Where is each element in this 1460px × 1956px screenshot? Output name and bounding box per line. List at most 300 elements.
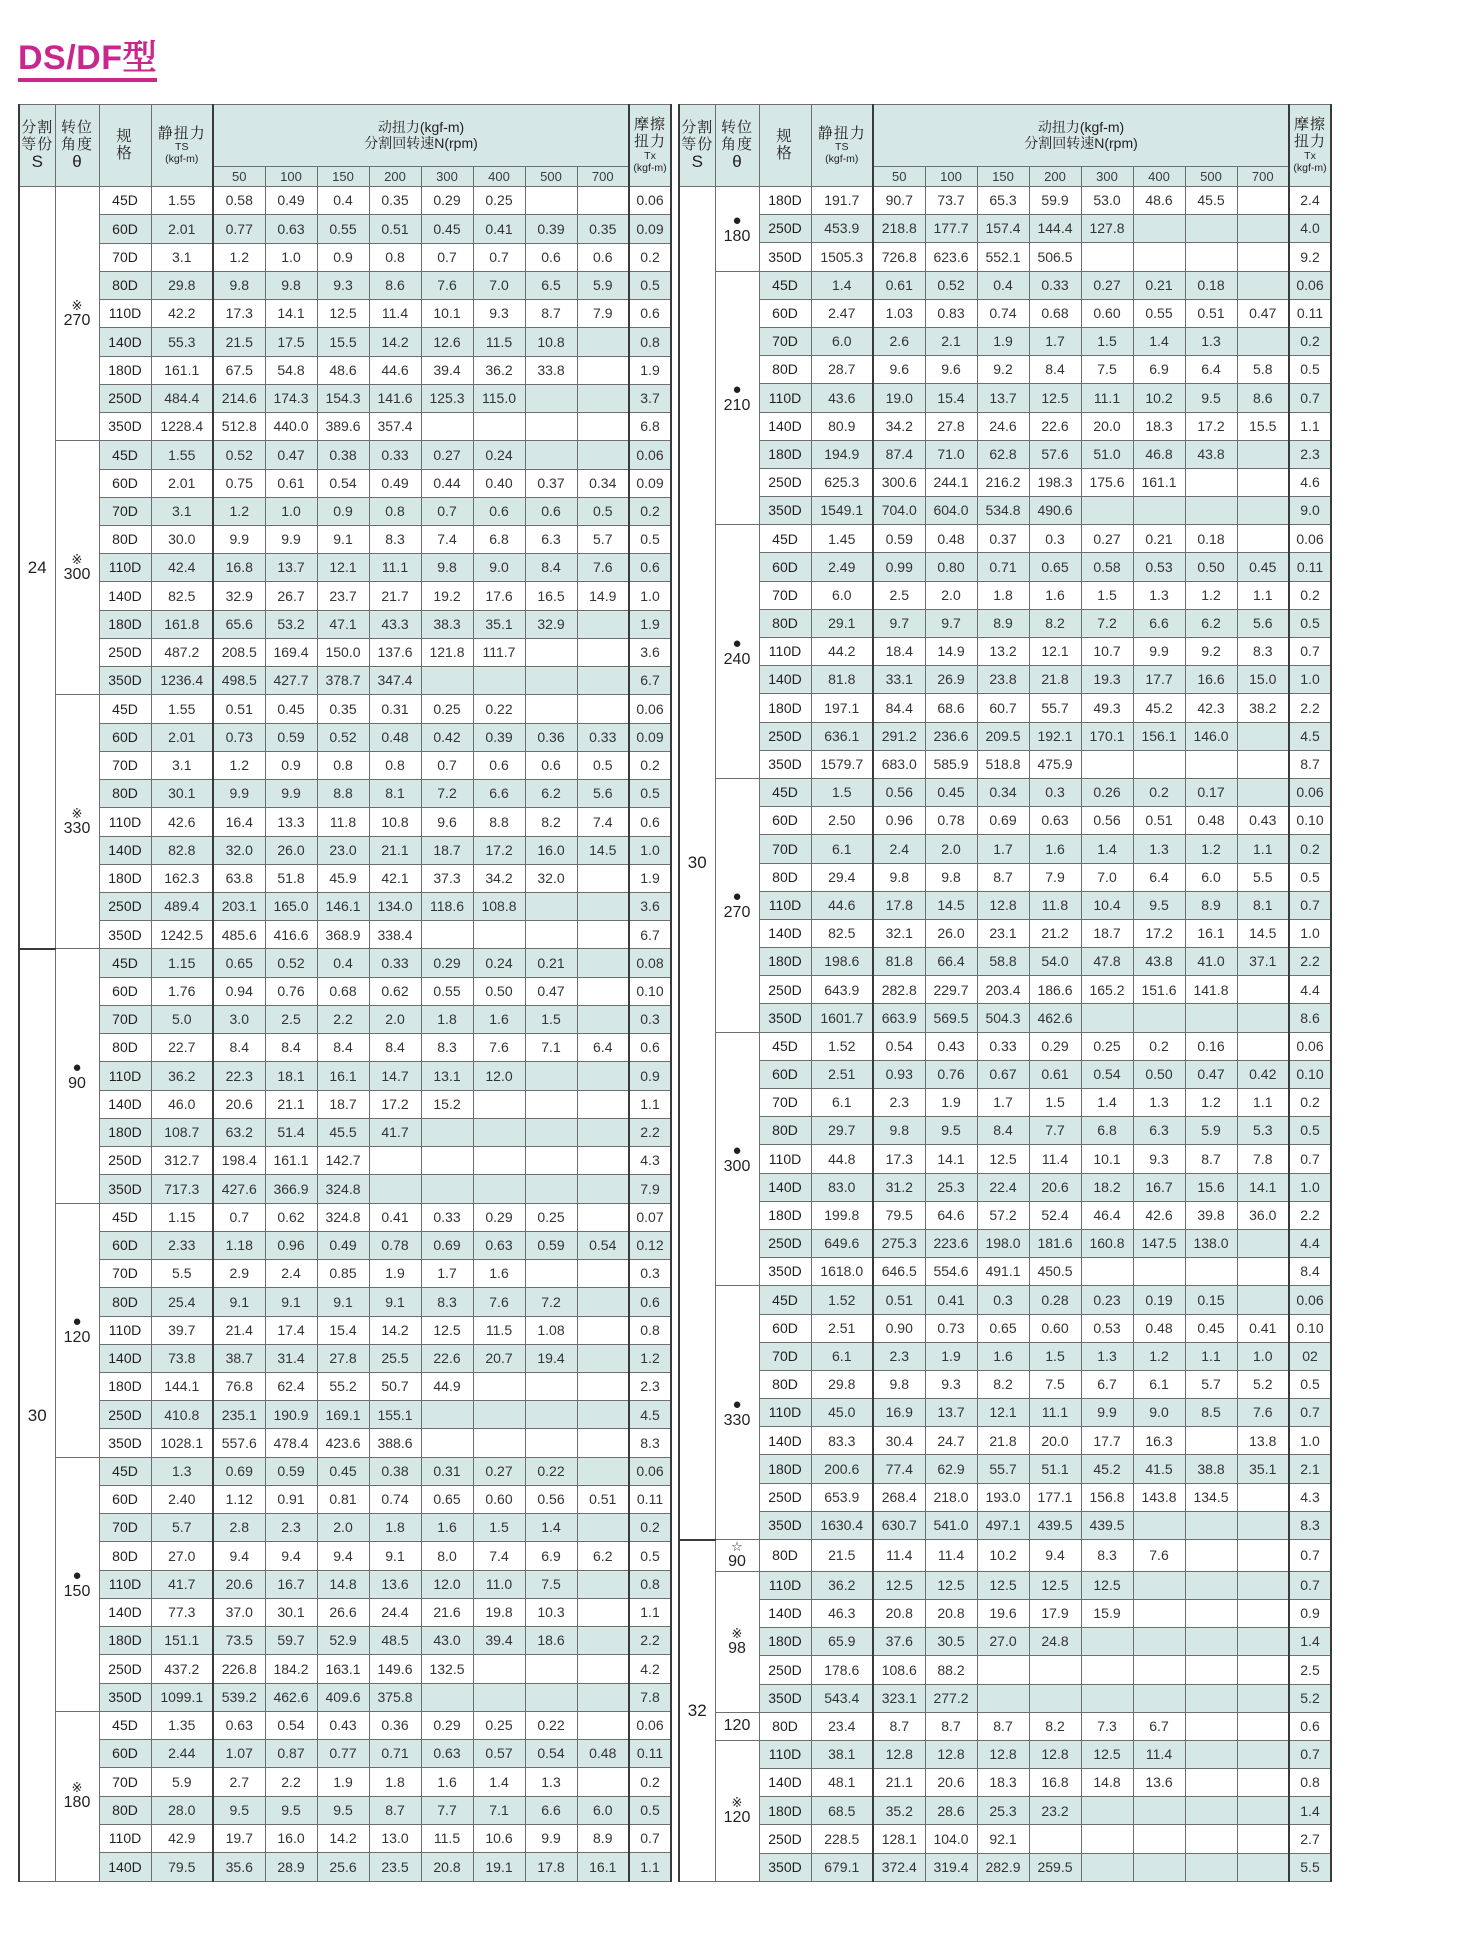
dynamic-torque-value: 0.2 [1133, 778, 1185, 806]
dynamic-torque-value [577, 610, 629, 638]
friction-torque-value: 0.5 [629, 271, 671, 299]
dynamic-torque-value [1237, 1258, 1289, 1286]
static-torque-value: 653.9 [811, 1483, 873, 1511]
dynamic-torque-value: 226.8 [213, 1655, 265, 1683]
dynamic-torque-value: 375.8 [369, 1683, 421, 1711]
dynamic-torque-value: 0.23 [1081, 1286, 1133, 1314]
dynamic-torque-value: 0.5 [577, 497, 629, 525]
dynamic-torque-value: 9.0 [473, 554, 525, 582]
dynamic-torque-value: 0.33 [421, 1203, 473, 1231]
friction-torque-value: 8.6 [1289, 1004, 1331, 1032]
friction-torque-value: 0.06 [1289, 271, 1331, 299]
table-row [679, 1740, 1331, 1768]
friction-torque-value: 0.2 [1289, 835, 1331, 863]
dynamic-torque-value: 9.2 [977, 356, 1029, 384]
dynamic-torque-value: 38.8 [1185, 1455, 1237, 1483]
dynamic-torque-value: 62.8 [977, 440, 1029, 468]
dynamic-torque-value: 8.4 [369, 1034, 421, 1062]
dynamic-torque-value: 0.58 [213, 187, 265, 215]
dynamic-torque-value: 13.7 [977, 384, 1029, 412]
dynamic-torque-value: 65.6 [213, 610, 265, 638]
static-torque-value: 81.8 [811, 666, 873, 694]
dynamic-torque-value: 21.1 [265, 1090, 317, 1118]
friction-torque-value: 8.4 [1289, 1258, 1331, 1286]
dynamic-torque-value: 19.6 [977, 1599, 1029, 1627]
dynamic-torque-value: 20.8 [873, 1599, 925, 1627]
dynamic-torque-value [1185, 215, 1237, 243]
dynamic-torque-value: 141.8 [1185, 976, 1237, 1004]
table-row [19, 582, 671, 610]
table-row [19, 1316, 671, 1344]
friction-torque-value: 4.3 [629, 1147, 671, 1175]
dynamic-torque-value: 108.8 [473, 893, 525, 921]
dynamic-torque-value: 22.6 [421, 1344, 473, 1372]
friction-torque-value: 02 [1289, 1342, 1331, 1370]
dynamic-torque-value: 13.3 [265, 808, 317, 836]
dynamic-torque-value: 8.1 [1237, 891, 1289, 919]
angle-cell-210 [715, 271, 759, 525]
dynamic-torque-value: 0.43 [317, 1711, 369, 1739]
static-torque-value: 28.7 [811, 356, 873, 384]
friction-torque-value: 1.1 [629, 1598, 671, 1626]
static-torque-value: 1505.3 [811, 243, 873, 271]
table-row [19, 525, 671, 553]
dynamic-torque-value: 0.9 [317, 243, 369, 271]
dynamic-torque-value: 0.55 [421, 977, 473, 1005]
model-name: 350D [759, 1258, 811, 1286]
dynamic-torque-value: 409.6 [317, 1683, 369, 1711]
dynamic-torque-value: 14.1 [265, 300, 317, 328]
dynamic-torque-value [1237, 1004, 1289, 1032]
dynamic-torque-value: 13.8 [1237, 1427, 1289, 1455]
dynamic-torque-value: 259.5 [1029, 1853, 1081, 1881]
dynamic-torque-value: 7.8 [1237, 1145, 1289, 1173]
dynamic-torque-value: 1.7 [977, 835, 1029, 863]
dynamic-torque-value: 2.4 [873, 835, 925, 863]
dynamic-torque-value [1237, 468, 1289, 496]
model-name: 180D [99, 356, 151, 384]
dynamic-torque-value: 7.0 [1081, 863, 1133, 891]
table-row [19, 808, 671, 836]
dynamic-torque-value: 8.3 [1081, 1540, 1133, 1572]
dynamic-torque-value [1081, 1797, 1133, 1825]
dynamic-torque-value: 8.4 [525, 554, 577, 582]
angle-cell-98 [715, 1571, 759, 1712]
table-row [19, 1683, 671, 1711]
friction-torque-value: 0.10 [1289, 1060, 1331, 1088]
dynamic-torque-value: 0.49 [317, 1231, 369, 1259]
dynamic-torque-value: 0.49 [369, 469, 421, 497]
dynamic-torque-value: 16.9 [873, 1399, 925, 1427]
friction-torque-value: 0.9 [1289, 1599, 1331, 1627]
friction-torque-value: 1.0 [1289, 919, 1331, 947]
table-row [679, 1455, 1331, 1483]
dynamic-torque-value [1133, 1853, 1185, 1881]
friction-torque-value: 0.06 [629, 441, 671, 469]
dynamic-torque-value: 8.9 [1185, 891, 1237, 919]
static-torque-value: 5.7 [151, 1514, 213, 1542]
table-row [679, 1004, 1331, 1032]
dynamic-torque-value: 0.3 [1029, 778, 1081, 806]
dynamic-torque-value: 35.2 [873, 1797, 925, 1825]
dynamic-torque-value [577, 1288, 629, 1316]
dynamic-torque-value: 2.3 [873, 1089, 925, 1117]
dynamic-torque-value: 0.53 [1133, 553, 1185, 581]
friction-torque-value: 0.7 [1289, 891, 1331, 919]
table-row [19, 864, 671, 892]
dynamic-torque-value: 209.5 [977, 722, 1029, 750]
model-name: 60D [759, 553, 811, 581]
dynamic-torque-value: 0.58 [1081, 553, 1133, 581]
dynamic-torque-value: 5.5 [1237, 863, 1289, 891]
angle-cell-90 [55, 949, 99, 1203]
dynamic-torque-value: 30.4 [873, 1427, 925, 1455]
dynamic-torque-value: 0.38 [317, 441, 369, 469]
dynamic-torque-value: 32.9 [525, 610, 577, 638]
dynamic-torque-value: 17.2 [473, 836, 525, 864]
dynamic-torque-value: 0.48 [577, 1740, 629, 1768]
dynamic-torque-value: 165.0 [265, 893, 317, 921]
dynamic-torque-value [1081, 243, 1133, 271]
dynamic-torque-value: 0.35 [317, 695, 369, 723]
model-name: 180D [759, 1455, 811, 1483]
angle-value: 330 [723, 1411, 751, 1429]
header-line: 动扭力(kgf-m) [377, 119, 465, 136]
dynamic-torque-value: 0.16 [1185, 1032, 1237, 1060]
dynamic-torque-value: 12.8 [925, 1740, 977, 1768]
dynamic-torque-value: 16.5 [525, 582, 577, 610]
dynamic-torque-value: 0.31 [421, 1457, 473, 1485]
dynamic-torque-value: 17.8 [873, 891, 925, 919]
dynamic-torque-value: 14.2 [369, 328, 421, 356]
dynamic-torque-value: 389.6 [317, 413, 369, 441]
friction-torque-value: 0.06 [1289, 778, 1331, 806]
header-rpm-300: 300 [1081, 167, 1133, 187]
dynamic-torque-value [525, 1373, 577, 1401]
model-name: 110D [99, 808, 151, 836]
dynamic-torque-value: 324.8 [317, 1203, 369, 1231]
dynamic-torque-value: 0.42 [1237, 1060, 1289, 1088]
dynamic-torque-value: 539.2 [213, 1683, 265, 1711]
angle-cell-120 [715, 1712, 759, 1740]
dynamic-torque-value: 155.1 [369, 1401, 421, 1429]
static-torque-value: 2.49 [811, 553, 873, 581]
dynamic-torque-value: 25.3 [925, 1173, 977, 1201]
dynamic-torque-value: 20.6 [213, 1090, 265, 1118]
dynamic-torque-value: 9.3 [925, 1370, 977, 1398]
dynamic-torque-value: 0.35 [577, 215, 629, 243]
dynamic-torque-value: 0.33 [577, 723, 629, 751]
dynamic-torque-value: 32.9 [213, 582, 265, 610]
dynamic-torque-value: 0.73 [213, 723, 265, 751]
angle-value: 240 [723, 650, 751, 668]
dynamic-torque-value: 16.7 [1133, 1173, 1185, 1201]
header-line: 静扭力 [817, 124, 866, 142]
static-torque-value: 108.7 [151, 1118, 213, 1146]
dynamic-torque-value: 34.2 [873, 412, 925, 440]
static-torque-value: 82.8 [151, 836, 213, 864]
dynamic-torque-value [525, 638, 577, 666]
dynamic-torque-value: 0.47 [1185, 1060, 1237, 1088]
angle-value: 270 [723, 904, 751, 922]
table-row [679, 750, 1331, 778]
dynamic-torque-value: 14.8 [317, 1570, 369, 1598]
dynamic-torque-value: 10.8 [369, 808, 421, 836]
dynamic-torque-value: 32.1 [873, 919, 925, 947]
dynamic-torque-value: 7.5 [1081, 356, 1133, 384]
dynamic-torque-value: 77.4 [873, 1455, 925, 1483]
dynamic-torque-value: 0.8 [369, 497, 421, 525]
dynamic-torque-value: 79.5 [873, 1201, 925, 1229]
dynamic-torque-value: 0.52 [317, 723, 369, 751]
dynamic-torque-value [473, 1090, 525, 1118]
dynamic-torque-value: 6.7 [1081, 1370, 1133, 1398]
friction-torque-value: 1.0 [1289, 666, 1331, 694]
dynamic-torque-value [1237, 976, 1289, 1004]
dynamic-torque-value [1237, 1286, 1289, 1314]
dynamic-torque-value: 0.19 [1133, 1286, 1185, 1314]
dynamic-torque-value: 683.0 [873, 750, 925, 778]
dynamic-torque-value: 0.28 [1029, 1286, 1081, 1314]
friction-torque-value: 0.7 [1289, 1571, 1331, 1599]
dynamic-torque-value: 15.5 [1237, 412, 1289, 440]
model-name: 70D [99, 1768, 151, 1796]
model-name: 70D [759, 327, 811, 355]
dynamic-torque-value: 1.5 [1029, 1089, 1081, 1117]
dynamic-torque-value: 37.1 [1237, 948, 1289, 976]
dynamic-torque-value [421, 413, 473, 441]
header-line: θ [732, 152, 742, 172]
dynamic-torque-value: 12.6 [421, 328, 473, 356]
friction-torque-value: 1.0 [1289, 1427, 1331, 1455]
dynamic-torque-value [525, 1147, 577, 1175]
model-name: 350D [759, 1004, 811, 1032]
dynamic-torque-value: 154.3 [317, 384, 369, 412]
model-name: 60D [759, 1314, 811, 1342]
header-friction-torque [1289, 105, 1331, 187]
dynamic-torque-value [1185, 1427, 1237, 1455]
dynamic-torque-value: 144.4 [1029, 215, 1081, 243]
angle-cell-270 [715, 778, 759, 1032]
dynamic-torque-value: 16.4 [213, 808, 265, 836]
dynamic-torque-value: 366.9 [265, 1175, 317, 1203]
dynamic-torque-value: 37.6 [873, 1628, 925, 1656]
table-row [679, 1032, 1331, 1060]
dynamic-torque-value [525, 667, 577, 695]
model-name: 350D [759, 497, 811, 525]
dynamic-torque-value: 20.6 [1029, 1173, 1081, 1201]
dynamic-torque-value [1237, 722, 1289, 750]
dynamic-torque-value [1133, 1628, 1185, 1656]
dynamic-torque-value: 43.8 [1133, 948, 1185, 976]
angle-mark: ※ [71, 551, 83, 567]
dynamic-torque-value [1237, 1684, 1289, 1712]
angle-mark: ● [72, 1059, 82, 1077]
table-row [19, 1796, 671, 1824]
dynamic-torque-value: 160.8 [1081, 1229, 1133, 1257]
static-torque-value: 29.7 [811, 1117, 873, 1145]
dynamic-torque-value: 14.2 [369, 1316, 421, 1344]
dynamic-torque-value: 1.5 [473, 1514, 525, 1542]
static-torque-value: 161.8 [151, 610, 213, 638]
dynamic-torque-value: 6.4 [1133, 863, 1185, 891]
dynamic-torque-value: 20.7 [473, 1344, 525, 1372]
dynamic-torque-value: 47.1 [317, 610, 369, 638]
model-name: 350D [759, 1853, 811, 1881]
static-torque-value: 679.1 [811, 1853, 873, 1881]
dynamic-torque-value: 372.4 [873, 1853, 925, 1881]
dynamic-torque-value: 7.0 [473, 271, 525, 299]
dynamic-torque-value: 9.3 [317, 271, 369, 299]
dynamic-torque-value: 2.3 [265, 1514, 317, 1542]
dynamic-torque-value [525, 384, 577, 412]
dynamic-torque-value: 2.0 [369, 1005, 421, 1033]
dynamic-torque-value: 1.8 [421, 1005, 473, 1033]
static-torque-value: 29.1 [811, 609, 873, 637]
dynamic-torque-value [421, 1147, 473, 1175]
dynamic-torque-value: 12.5 [1029, 1571, 1081, 1599]
model-name: 350D [99, 921, 151, 949]
dynamic-torque-value: 24.4 [369, 1598, 421, 1626]
friction-torque-value: 0.07 [629, 1203, 671, 1231]
table-row [679, 694, 1331, 722]
dynamic-torque-value: 6.6 [1133, 609, 1185, 637]
dynamic-torque-value: 157.4 [977, 215, 1029, 243]
static-torque-value: 1.55 [151, 441, 213, 469]
dynamic-torque-value: 9.9 [213, 780, 265, 808]
dynamic-torque-value: 3.0 [213, 1005, 265, 1033]
dynamic-torque-value: 0.43 [1237, 807, 1289, 835]
model-name: 140D [759, 1173, 811, 1201]
dynamic-torque-value [1237, 1656, 1289, 1684]
table-row [679, 215, 1331, 243]
static-torque-value: 36.2 [811, 1571, 873, 1599]
dynamic-torque-value: 0.78 [925, 807, 977, 835]
table-row [679, 356, 1331, 384]
static-torque-value: 3.1 [151, 497, 213, 525]
dynamic-torque-value: 490.6 [1029, 497, 1081, 525]
model-name: 250D [99, 893, 151, 921]
dynamic-torque-value: 0.8 [369, 751, 421, 779]
dynamic-torque-value: 8.8 [317, 780, 369, 808]
dynamic-torque-value: 0.68 [1029, 299, 1081, 327]
dynamic-torque-value: 0.62 [369, 977, 421, 1005]
dynamic-torque-value: 17.2 [1133, 919, 1185, 947]
dynamic-torque-value: 8.2 [525, 808, 577, 836]
dynamic-torque-value: 0.65 [977, 1314, 1029, 1342]
dynamic-torque-value: 8.4 [265, 1034, 317, 1062]
dynamic-torque-value: 63.2 [213, 1118, 265, 1146]
dynamic-torque-value: 1.07 [213, 1740, 265, 1768]
dynamic-torque-value: 462.6 [1029, 1004, 1081, 1032]
dynamic-torque-value: 1.6 [421, 1514, 473, 1542]
dynamic-torque-value [1185, 1853, 1237, 1881]
model-name: 140D [99, 328, 151, 356]
static-torque-value: 484.4 [151, 384, 213, 412]
table-row [679, 1540, 1331, 1572]
dynamic-torque-value: 181.6 [1029, 1229, 1081, 1257]
dynamic-torque-value: 11.4 [1133, 1740, 1185, 1768]
dynamic-torque-value: 0.8 [317, 751, 369, 779]
dynamic-torque-value [473, 1175, 525, 1203]
dynamic-torque-value: 282.8 [873, 976, 925, 1004]
table-row [19, 1570, 671, 1598]
dynamic-torque-value: 8.7 [977, 1712, 1029, 1740]
dynamic-torque-value: 62.4 [265, 1373, 317, 1401]
dynamic-torque-value: 6.2 [1185, 609, 1237, 637]
table-row [679, 1314, 1331, 1342]
table-row [679, 891, 1331, 919]
dynamic-torque-value: 12.0 [473, 1062, 525, 1090]
dynamic-torque-value: 16.3 [1133, 1427, 1185, 1455]
table-row [19, 1260, 671, 1288]
model-name: 60D [99, 1231, 151, 1259]
table-row [679, 609, 1331, 637]
dynamic-torque-value [525, 413, 577, 441]
dynamic-torque-value [1081, 1853, 1133, 1881]
dynamic-torque-value: 64.6 [925, 1201, 977, 1229]
dynamic-torque-value: 8.7 [525, 300, 577, 328]
dynamic-torque-value [1081, 750, 1133, 778]
dynamic-torque-value: 1.8 [369, 1514, 421, 1542]
dynamic-torque-value [1237, 1740, 1289, 1768]
model-name: 140D [759, 666, 811, 694]
dynamic-torque-value: 12.5 [1081, 1740, 1133, 1768]
dynamic-torque-value [577, 1429, 629, 1457]
friction-torque-value: 4.5 [629, 1401, 671, 1429]
table-row [19, 610, 671, 638]
dynamic-torque-value: 38.3 [421, 610, 473, 638]
dynamic-torque-value: 427.7 [265, 667, 317, 695]
dynamic-torque-value: 36.2 [473, 356, 525, 384]
table-row [19, 243, 671, 271]
static-torque-value: 22.7 [151, 1034, 213, 1062]
dynamic-torque-value [1237, 1571, 1289, 1599]
dynamic-torque-value: 12.1 [317, 554, 369, 582]
dynamic-torque-value: 9.6 [873, 356, 925, 384]
dynamic-torque-value: 12.5 [925, 1571, 977, 1599]
model-name: 180D [99, 1373, 151, 1401]
dynamic-torque-value: 10.2 [977, 1540, 1029, 1572]
static-torque-value: 3.1 [151, 751, 213, 779]
dynamic-torque-value: 0.2 [1133, 1032, 1185, 1060]
dynamic-torque-value: 6.2 [577, 1542, 629, 1570]
friction-torque-value: 0.12 [629, 1231, 671, 1259]
static-torque-value: 82.5 [811, 919, 873, 947]
dynamic-torque-value [525, 441, 577, 469]
dynamic-torque-value: 0.69 [977, 807, 1029, 835]
angle-mark: ● [72, 1313, 82, 1331]
static-torque-value: 453.9 [811, 215, 873, 243]
dynamic-torque-value: 1.1 [1237, 1089, 1289, 1117]
dynamic-torque-value: 8.4 [317, 1034, 369, 1062]
dynamic-torque-value: 6.8 [473, 525, 525, 553]
dynamic-torque-value: 9.1 [213, 1288, 265, 1316]
dynamic-torque-value: 16.0 [265, 1824, 317, 1852]
dynamic-torque-value: 18.4 [873, 638, 925, 666]
table-row [679, 1117, 1331, 1145]
dynamic-torque-value: 0.63 [421, 1740, 473, 1768]
header-index-angle [715, 105, 759, 187]
dynamic-torque-value [525, 1655, 577, 1683]
group-divisions-24: 24 [19, 187, 55, 949]
dynamic-torque-value: 0.87 [265, 1740, 317, 1768]
dynamic-torque-value: 0.53 [1081, 1314, 1133, 1342]
static-torque-value: 6.1 [811, 1089, 873, 1117]
dynamic-torque-value: 12.8 [977, 891, 1029, 919]
dynamic-torque-value: 9.5 [1185, 384, 1237, 412]
model-name: 45D [99, 949, 151, 977]
